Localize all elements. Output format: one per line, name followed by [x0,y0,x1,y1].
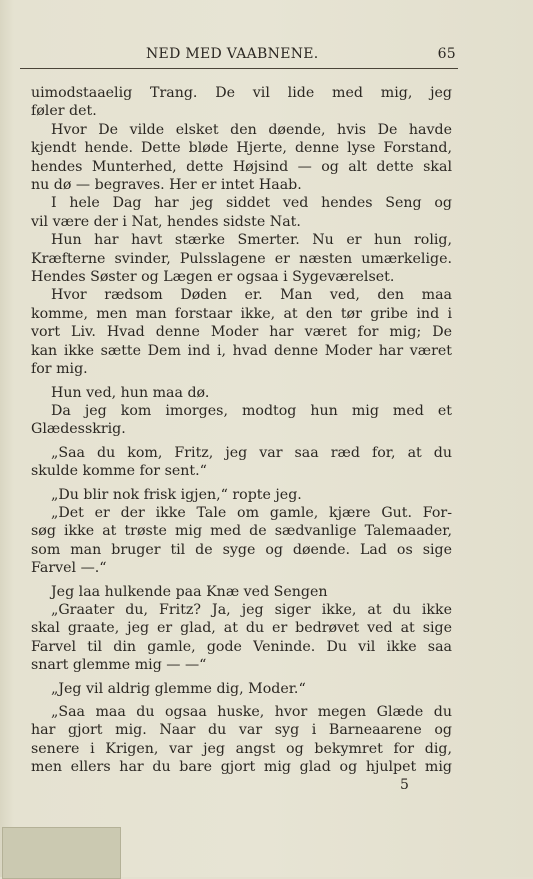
text-line: for mig. [31,361,88,378]
text-line: komme, men man forstaar ikke, at den tør gribe ind i [31,305,452,322]
header-rule [20,68,458,69]
text-line: som man bruger til de syge og døende. Lad os sige [31,541,452,558]
signature-mark: 5 [400,777,409,793]
text-line: „Saa du kom, Fritz, jeg var saa ræd for, at du [51,444,452,461]
text-line: føler det. [31,103,97,120]
text-line: Kræfterne svinder, Pulsslagene er næsten umærkelige. [31,250,452,267]
text-line: „Graater du, Fritz? Ja, jeg siger ikke, at du ikke [51,601,452,618]
text-line: har gjort mig. Naar du var syg i Barneaarene og [31,722,452,739]
text-line: Farvel til din gamle, gode Veninde. Du vil ikke saa [31,638,452,655]
text-line: Hvor De vilde elsket den døende, hvis De havde [51,121,452,138]
text-line: „Det er der ikke Tale om gamle, kjære Gut. For- [51,504,452,521]
running-title: NED MED VAABNENE. [146,46,319,62]
text-line: Da jeg kom imorges, modtog hun mig med et [51,402,452,419]
text-line: søg ikke at trøste mig med de sædvanlige Talemaader, [31,523,452,540]
text-line: Jeg laa hulkende paa Knæ ved Sengen [51,583,328,600]
text-line: vort Liv. Hvad denne Moder har været for mig; De [31,324,452,341]
text-line: Glædesskrig. [31,421,126,438]
text-line: I hele Dag har jeg siddet ved hendes Seng og [51,195,452,212]
text-line: hendes Munterhed, dette Højsind — og alt dette skal [31,158,452,175]
text-line: Hvor rædsom Døden er. Man ved, den maa [51,287,452,304]
page-number: 65 [437,46,456,62]
text-line: uimodstaaelig Trang. De vil lide med mig, jeg [31,85,452,101]
text-line: kjendt hende. Dette bløde Hjerte, denne lyse Forstand, [31,140,452,157]
text-line: „Du blir nok frisk igjen,“ ropte jeg. [51,486,302,503]
text-line: kan ikke sætte Dem ind i, hvad denne Moder har været [31,342,452,359]
text-line: snart glemme mig — —“ [31,657,207,674]
text-line: „Jeg vil aldrig glemme dig, Moder.“ [51,680,306,697]
text-line: senere i Krigen, var jeg angst og bekymret for dig, [31,740,452,757]
text-line: „Saa maa du ogsaa huske, hvor megen Glæde du [51,704,452,720]
text-line: skal graate, jeg er glad, at du er bedrøvet ved at sige [31,620,452,637]
library-label [2,827,121,879]
text-line: skulde komme for sent.“ [31,463,207,480]
text-line: Hun har havt stærke Smerter. Nu er hun rolig, [51,232,452,249]
text-line: men ellers har du bare gjort mig glad og hjulpet mig [31,759,452,776]
body-text [31,84,452,777]
text-line: Hun ved, hun maa dø. [51,384,210,401]
text-line: Hendes Søster og Lægen er ogsaa i Sygeværelset. [31,269,395,286]
text-line: Farvel —.“ [31,560,107,577]
text-line: vil være der i Nat, hendes sidste Nat. [31,213,301,230]
text-line: nu dø — begraves. Her er intet Haab. [31,177,302,194]
